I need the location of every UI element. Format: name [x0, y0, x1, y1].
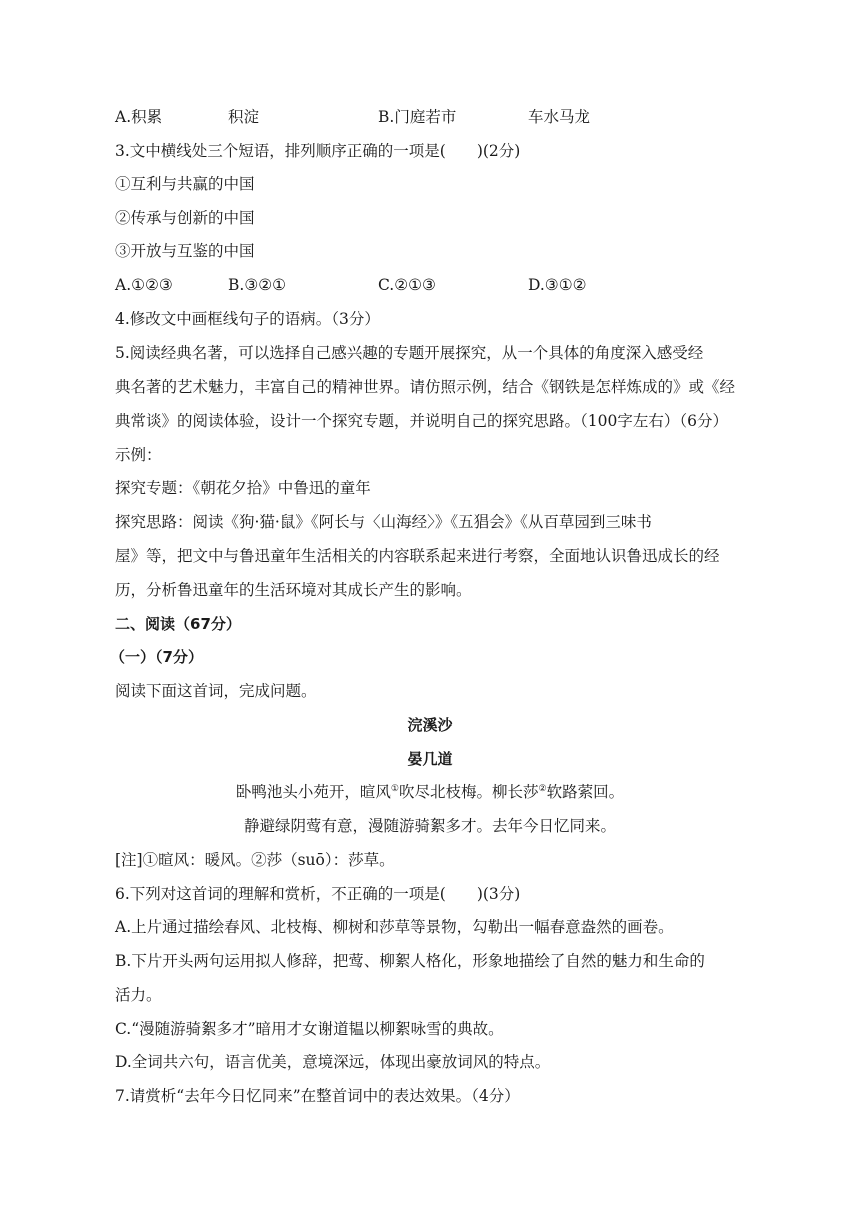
- q6-option-b-line-2: 活力。: [115, 986, 162, 1004]
- q3-stem: 3.文中横线处三个短语，排列顺序正确的一项是( )(2分): [115, 142, 521, 160]
- poem-line-2: 静避绿阴莺有意，漫随游骑絮多才。去年今日忆同来。: [243, 817, 616, 835]
- q5-example-label: 示例：: [115, 446, 162, 464]
- q5-topic: 探究专题：《朝花夕拾》中鲁迅的童年: [115, 479, 371, 497]
- q7-stem: 7.请赏析“去年今日忆同来”在整首词中的表达效果。（4分）: [115, 1087, 520, 1105]
- q5-idea-line-2: 屋》等，把文中与鲁迅童年生活相关的内容联系起来进行考察，全面地认识鲁迅成长的经: [115, 547, 720, 565]
- q2-option-b-word2: 车水马龙: [528, 108, 591, 126]
- q4-stem: 4.修改文中画框线句子的语病。（3分）: [115, 310, 380, 328]
- q5-line-1: 5.阅读经典名著，可以选择自己感兴趣的专题开展探究，从一个具体的角度深入感受经: [115, 344, 704, 362]
- q3-item-3: ③开放与互鉴的中国: [115, 242, 255, 260]
- q2-option-a-word2: 积淀: [228, 108, 260, 126]
- q3-option-a: A.①②③: [115, 276, 173, 294]
- q6-option-a: A.上片通过描绘春风、北枝梅、柳树和莎草等景物，勾勒出一幅春意盎然的画卷。: [115, 918, 674, 936]
- poem-line-1-part-c: 软路萦回。: [546, 783, 625, 801]
- q5-idea-line-3: 历，分析鲁迅童年的生活环境对其成长产生的影响。: [115, 581, 472, 599]
- q3-option-c: C.②①③: [378, 276, 436, 294]
- section-heading: 二、阅读（67分）: [115, 615, 241, 633]
- poem-line-1: [0, 781, 860, 803]
- poem-author: 晏几道: [407, 750, 453, 768]
- poem-title: 浣溪沙: [407, 716, 453, 734]
- q5-line-2: 典名著的艺术魅力，丰富自己的精神世界。请仿照示例，结合《钢铁是怎样炼成的》或《经: [115, 378, 736, 396]
- q6-option-c: C.“漫随游骑絮多才”暗用才女谢道韫以柳絮咏雪的典故。: [115, 1020, 504, 1038]
- q3-item-2: ②传承与创新的中国: [115, 209, 255, 227]
- q6-option-b-line-1: B.下片开头两句运用拟人修辞，把莺、柳絮人格化，形象地描绘了自然的魅力和生命的: [115, 952, 705, 970]
- poem-line-1-part-a: 卧鸭池头小苑开，暄风: [235, 783, 391, 801]
- q5-idea-line-1: 探究思路：阅读《狗·猫·鼠》《阿长与〈山海经〉》《五猖会》《从百草园到三味书: [115, 513, 652, 531]
- q2-option-b: B.门庭若市: [378, 108, 457, 126]
- q3-item-1: ①互利与共赢的中国: [115, 175, 255, 193]
- footnote-marker-2: ②: [538, 784, 547, 794]
- footnote-marker-1: ①: [390, 784, 399, 794]
- part-heading: （一）（7分）: [110, 648, 203, 666]
- poem-note: [注]①暄风：暖风。②莎（suō）：莎草。: [115, 851, 395, 869]
- q6-stem: 6.下列对这首词的理解和赏析，不正确的一项是( )(3分): [115, 885, 521, 903]
- reading-intro: 阅读下面这首词，完成问题。: [115, 682, 317, 700]
- poem-line-1-part-b: 吹尽北枝梅。柳长莎: [398, 783, 539, 801]
- q2-option-a: A.积累: [115, 108, 163, 126]
- q6-option-d: D.全词共六句，语言优美，意境深远，体现出豪放词风的特点。: [115, 1053, 551, 1071]
- q5-line-3: 典常谈》的阅读体验，设计一个探究专题，并说明自己的探究思路。（100字左右）（6分）: [115, 412, 728, 430]
- q3-option-b: B.③②①: [228, 276, 287, 294]
- q3-option-d: D.③①②: [528, 276, 587, 294]
